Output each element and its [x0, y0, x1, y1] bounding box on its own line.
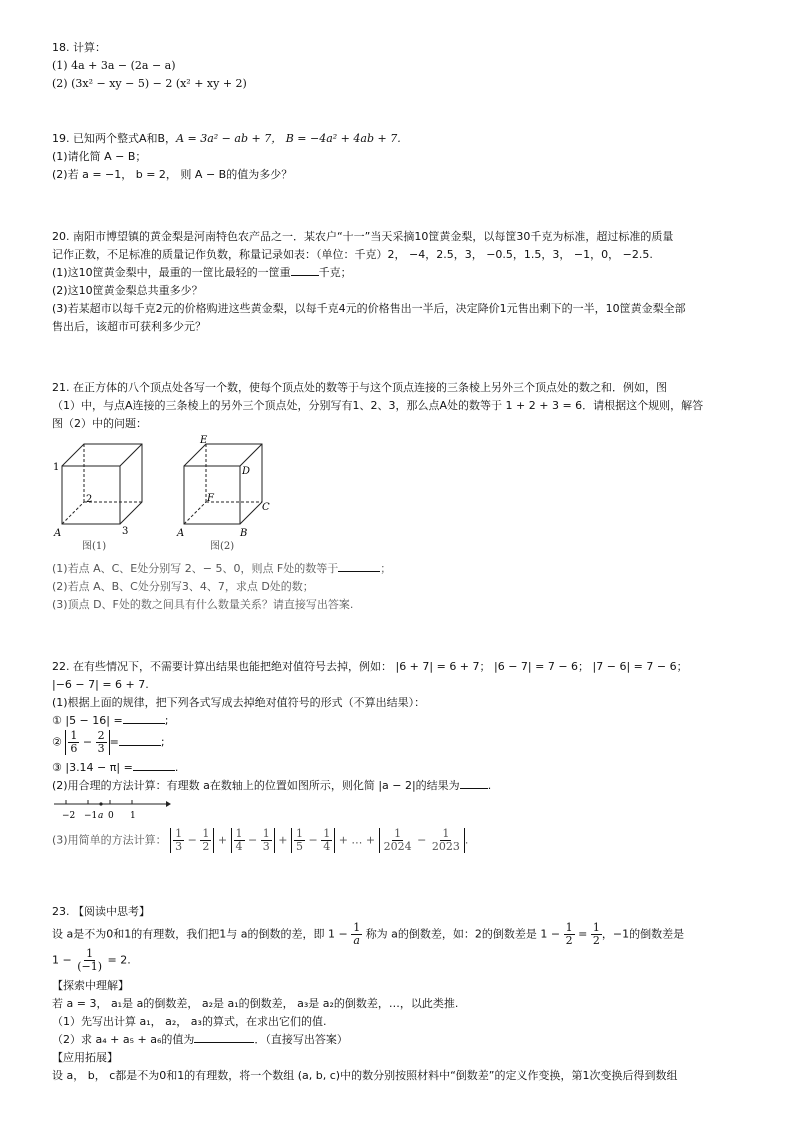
frac-num: 1 — [70, 729, 78, 742]
q21-part1-text: (1)若点 A、C、E处分别写 2、− 5、0，则点 F处的数等于 — [52, 562, 339, 575]
q23-line1-c: = — [578, 927, 588, 941]
q21-line1: 21. 在正方体的八个顶点处各写一个数，使每个顶点处的数等于与这个顶点连接的三条棱上另外三个顶点处的数之和．例如，图 — [52, 381, 667, 394]
fig2-label-F: F — [207, 493, 214, 504]
q22-part3-text: (3)用简单的方法计算： — [52, 833, 167, 847]
frac-den: 2 — [202, 840, 210, 853]
q22-item2-eq: = — [109, 735, 119, 749]
q23-line1 — [52, 922, 684, 947]
frac-den: 4 — [323, 840, 331, 853]
tick-minus2: −2 — [62, 811, 76, 821]
fig2-caption: 图(2) — [210, 541, 235, 552]
fig2-label-A: A — [177, 528, 185, 539]
frac-den: 6 — [70, 742, 78, 755]
q19-intro: 19. 已知两个整式A和B， — [52, 132, 177, 145]
frac-num: 1 — [394, 827, 402, 840]
q22-item3-text: ③ |3.14 − π| = — [52, 761, 133, 774]
fig2-label-D: D — [242, 466, 251, 477]
q23-line3: 若 a = 3， a₁是 a的倒数差， a₂是 a₁的倒数差， a₃是 a₂的倒数差，…，以此类推. — [52, 997, 459, 1010]
q22-item3-blank[interactable] — [133, 760, 175, 771]
q22-item1-blank[interactable] — [123, 713, 165, 724]
tick-1: 1 — [130, 811, 136, 821]
q20-part3-line2: 售出后，该超市可获利多少元？ — [52, 320, 206, 333]
fig1-label-1: 1 — [53, 462, 60, 473]
number-line — [52, 796, 172, 822]
q21-line2: （1）中，与点A连接的三条棱上的另外三个顶点处，分别写有1、2、3，那么点A处的数等于 1 + 2 + 3 = 6．请根据这个规则，解答 — [52, 399, 704, 412]
q20-part1-unit: 千克； — [318, 266, 352, 279]
q22-item1-text: ① |5 − 16| = — [52, 714, 123, 727]
q21-line3: 图（2）中的问题： — [52, 417, 147, 430]
q22-part3: (3)用简单的方法计算： $\frac{1}{3}$ − $\frac{1}{2}$ + $\frac{1}{4}$ − $\frac{1}{3}$ + $\frac{1}{5}$ − $\frac{1}{4}$ + … + $\frac{1}{2024}$ − $\frac{1}{2023}$ . — [52, 827, 469, 853]
frac-den: 4 — [235, 840, 243, 853]
q21-part2: (2)若点 A、B、C处分别写3、4、7，求点 D处的数； — [52, 580, 314, 593]
fig1-label-3: 3 — [122, 526, 129, 537]
frac-den: 2 — [565, 934, 573, 947]
q21-part3: (3)顶点 D、F处的数之间具有什么数量关系？请直接写出答案. — [52, 598, 354, 611]
frac-num: 1 — [565, 921, 573, 934]
frac-den: (−1) — [77, 960, 103, 973]
q21-part1 — [52, 561, 391, 576]
q20-part3-line1: (3)若某超市以每千克2元的价格购进这些黄金梨，以每千克4元的价格售出一半后，决定降价1元售出剩下的一半，10筐黄金梨全部 — [52, 302, 686, 315]
q23-line2-b: = 2. — [107, 953, 131, 967]
q19-heading — [52, 131, 401, 146]
frac-num: 1 — [592, 921, 600, 934]
minus-sign: − — [82, 735, 93, 749]
q23-line2-a: 1 − — [52, 953, 72, 967]
q22-line2: |−6 − 7| = 6 + 7. — [52, 678, 149, 691]
q23-line1-b: 称为 a的倒数差，如：2的倒数差是 1 − — [365, 927, 561, 941]
q23-answer-blank[interactable] — [194, 1032, 254, 1043]
point-a: a — [98, 811, 104, 821]
q19-part1: (1)请化简 A − B； — [52, 150, 147, 163]
frac-num: 1 — [235, 827, 243, 840]
q20-line2: 记作正数，不足标准的质量记作负数，称量记录如表：（单位：千克）2， −4，2.5，3， −0.5，1.5，3， −1，0， −2.5. — [52, 248, 653, 261]
frac-num: 1 — [175, 827, 183, 840]
frac-num: 2 — [97, 729, 105, 742]
q20-line1: 20. 南阳市博望镇的黄金梨是河南特色农产品之一．某农户“十一”当天采摘10筐黄金梨，以每筐30千克为标准，超过标准的质量 — [52, 230, 674, 243]
fig1-label-2: 2 — [86, 494, 93, 505]
fig2-label-B: B — [240, 528, 248, 539]
frac-den: 3 — [175, 840, 183, 853]
frac-num: 1 — [323, 827, 331, 840]
q23-part1: （1）先写出计算 a₁， a₂， a₃的算式，在求出它们的值. — [52, 1015, 327, 1028]
q23-part2 — [52, 1032, 348, 1047]
tick-minus1: −1 — [84, 811, 98, 821]
q20-part1-text: (1)这10筐黄金梨中，最重的一筐比最轻的一筐重 — [52, 266, 291, 279]
q18-part1: (1) 4a + 3a − (2a − a) — [52, 59, 176, 72]
q23-part2-note: ．（直接写出答案） — [254, 1033, 348, 1046]
frac-den: 3 — [97, 742, 105, 755]
fig2-label-C: C — [262, 502, 270, 513]
q23-part2-text: （2）求 a₄ + a₅ + a₆的值为 — [52, 1033, 195, 1046]
frac-den: 2023 — [431, 840, 460, 853]
q22-part2-blank[interactable] — [460, 778, 488, 789]
q22-item2-mark: ② — [52, 735, 62, 749]
tick-0: 0 — [108, 811, 114, 821]
q18-heading: 18. 计算： — [52, 41, 106, 54]
cube-figure-1 — [50, 438, 170, 554]
q23-apply-heading: 【应用拓展】 — [52, 1051, 118, 1064]
q22-item1: ① |5 − 16| = ; — [52, 714, 169, 727]
frac-num: 1 — [295, 827, 303, 840]
q22-part2-text: (2)用合理的方法计算：有理数 a在数轴上的位置如图所示，则化简 |a − 2|的结果为 — [52, 779, 460, 792]
q23-line6: 设 a， b， c都是不为0和1的有理数，将一个数组 (a, b, c)中的数分别按照材料中“倒数差”的定义作变换，第1次变换后得到数组 — [52, 1069, 678, 1082]
q22-line3: (1)根据上面的规律，把下列各式写成去掉绝对值符号的形式（不算出结果）： — [52, 696, 426, 709]
q22-part2: (2)用合理的方法计算：有理数 a在数轴上的位置如图所示，则化简 |a − 2|的结果为 . — [52, 779, 492, 792]
q20-part1 — [52, 265, 352, 280]
q18-part2: (2) (3x² − xy − 5) − 2 (x² + xy + 2) — [52, 77, 247, 90]
q23-line1-a: 设 a是不为0和1的有理数，我们把1与 a的倒数的差，即 1 − — [52, 927, 348, 941]
frac-num: 1 — [202, 827, 210, 840]
q21-answer-blank[interactable] — [338, 561, 380, 572]
frac-num: 1 — [86, 947, 94, 960]
q22-item2: ② $\frac{1}{6}$ − $\frac{2}{3}$ = ; — [52, 729, 165, 755]
q23-line2 — [52, 948, 131, 973]
fig1-label-A: A — [54, 528, 62, 539]
cube-figure-2 — [174, 434, 274, 554]
q22-item2-blank[interactable] — [119, 735, 161, 746]
q20-answer-blank[interactable] — [291, 265, 319, 276]
fig2-label-E: E — [200, 435, 208, 446]
q21-part1-end: ； — [380, 562, 392, 575]
q22-line1: 22. 在有些情况下，不需要计算出结果也能把绝对值符号去掉，例如： |6 + 7| = 6 + 7； |6 − 7| = 7 − 6； |7 − 6| = 7 − 6； — [52, 660, 688, 673]
frac-den: a — [353, 934, 360, 947]
frac-num: 1 — [262, 827, 270, 840]
q23-explore-heading: 【探索中理解】 — [52, 979, 129, 992]
q19-equations: A = 3a² − ab + 7， B = −4a² + 4ab + 7. — [176, 132, 401, 145]
q22-item3: ③ |3.14 − π| = . — [52, 761, 179, 774]
q23-line1-e: ，−1的倒数差是 — [601, 927, 685, 941]
q23-heading: 23. 【阅读中思考】 — [52, 905, 150, 918]
frac-num: 1 — [442, 827, 450, 840]
fig1-caption: 图(1) — [82, 541, 107, 552]
frac-den: 2 — [592, 934, 600, 947]
q19-part2: (2)若 a = −1， b = 2， 则 A − B的值为多少？ — [52, 168, 293, 181]
q20-part2: (2)这10筐黄金梨总共重多少？ — [52, 284, 203, 297]
q22-item2-abs — [65, 730, 109, 755]
frac-num: 1 — [353, 921, 361, 934]
frac-den: 2024 — [383, 840, 412, 853]
frac-den: 5 — [295, 840, 303, 853]
frac-den: 3 — [262, 840, 270, 853]
